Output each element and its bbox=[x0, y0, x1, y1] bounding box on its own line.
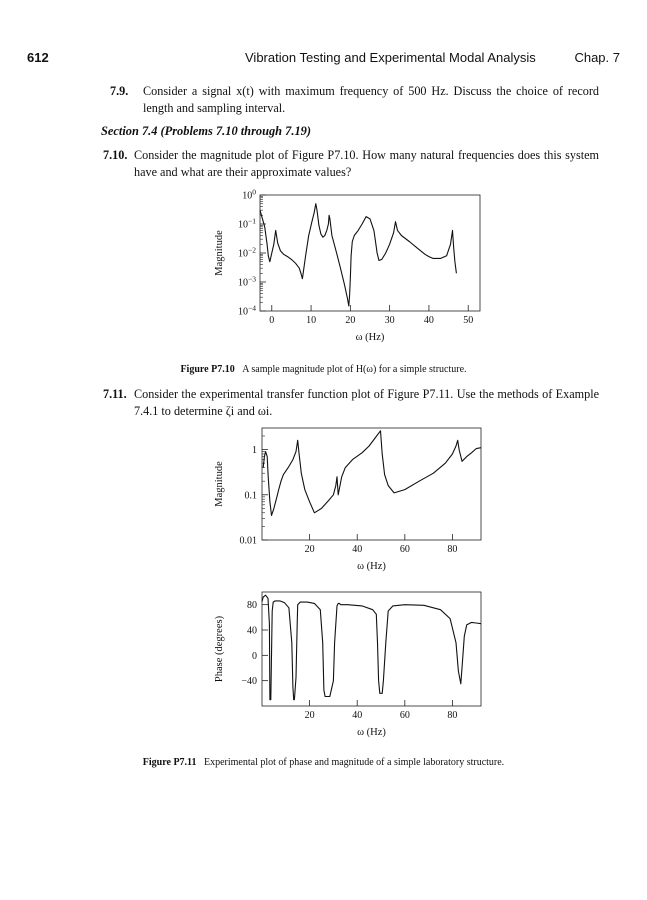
figure-p7-10-caption bbox=[0, 364, 647, 375]
plot-frame bbox=[262, 428, 481, 540]
section-heading: Section 7.4 (Problems 7.10 through 7.19) bbox=[101, 124, 311, 138]
y-tick-label: $10^{-2}$ bbox=[238, 245, 256, 260]
x-tick-label: 80 bbox=[447, 544, 458, 555]
x-tick-label: 40 bbox=[423, 315, 434, 326]
problem-7-10 bbox=[103, 147, 599, 181]
problem-7-9 bbox=[110, 83, 599, 117]
y-tick-label: 80 bbox=[247, 600, 257, 612]
figure-p7-11-chart bbox=[200, 420, 500, 750]
y-axis-label: Phase (degrees) bbox=[214, 615, 225, 683]
problem-number: 7.11. bbox=[103, 387, 127, 401]
y-tick-label: −40 bbox=[241, 676, 257, 688]
series-line bbox=[262, 595, 481, 700]
problem-number: 7.10. bbox=[103, 148, 128, 162]
x-tick-label: 40 bbox=[352, 710, 363, 721]
figure-p7-10-chart bbox=[200, 185, 500, 350]
x-tick-label: 20 bbox=[304, 544, 315, 555]
x-tick-label: 30 bbox=[384, 315, 395, 326]
y-tick-label: $10^{-1}$ bbox=[238, 216, 256, 231]
x-tick-label: 20 bbox=[304, 710, 315, 721]
problem-text: Consider a signal x(t) with maximum frequency of 500 Hz. Discuss the choice of record length and sampling interval. bbox=[143, 84, 599, 115]
page-header bbox=[27, 50, 620, 68]
problem-7-11 bbox=[103, 386, 599, 420]
problem-text: Consider the magnitude plot of Figure P7.10. How many natural frequencies does this system have and what are their approximate values? bbox=[134, 148, 599, 179]
x-tick-label: 10 bbox=[306, 315, 317, 326]
x-axis-label: ω (Hz) bbox=[357, 561, 386, 572]
series-line bbox=[263, 431, 481, 516]
x-tick-label: 40 bbox=[352, 544, 363, 555]
x-tick-label: 80 bbox=[447, 710, 458, 721]
x-tick-label: 60 bbox=[399, 544, 410, 555]
fig-p7-10-magnitude bbox=[214, 188, 480, 344]
y-tick-label: 0 bbox=[252, 650, 257, 662]
chapter-label: Chap. 7 bbox=[574, 50, 620, 65]
x-tick-label: 60 bbox=[399, 710, 410, 721]
figure-label: Figure P7.10 bbox=[180, 364, 235, 375]
x-axis-label: ω (Hz) bbox=[355, 332, 385, 343]
figure-caption-text: Experimental plot of phase and magnitude of a simple laboratory structure. bbox=[204, 757, 505, 768]
y-tick-label: 0.1 bbox=[244, 490, 257, 502]
y-tick-label: 40 bbox=[247, 625, 257, 637]
figure-caption-text: A sample magnitude plot of H(ω) for a simple structure. bbox=[242, 364, 467, 375]
fig-p7-11-phase bbox=[214, 592, 481, 738]
y-axis-label: Magnitude bbox=[214, 230, 225, 276]
x-tick-label: 0 bbox=[269, 315, 275, 326]
y-axis-label: Magnitude bbox=[214, 461, 225, 507]
problem-text: Consider the experimental transfer function plot of Figure P7.11. Use the methods of Example 7.4.1 to determine ζi and ωi. bbox=[134, 387, 599, 418]
y-tick-label: 0.01 bbox=[239, 535, 257, 547]
page-number: 612 bbox=[27, 50, 49, 65]
x-axis-label: ω (Hz) bbox=[357, 727, 386, 738]
y-tick-label: $10^{-4}$ bbox=[238, 303, 256, 318]
running-title: Vibration Testing and Experimental Modal Analysis bbox=[245, 50, 536, 65]
y-tick-label: $10^0$ bbox=[242, 187, 256, 202]
y-tick-label: $10^{-3}$ bbox=[238, 274, 256, 289]
problem-number: 7.9. bbox=[110, 84, 129, 98]
y-tick-label: 1 bbox=[252, 445, 257, 457]
series-line bbox=[260, 204, 456, 306]
figure-label: Figure P7.11 bbox=[142, 757, 197, 768]
fig-p7-11-magnitude bbox=[214, 428, 481, 572]
figure-p7-11-caption bbox=[0, 757, 647, 768]
x-tick-label: 50 bbox=[463, 315, 474, 326]
x-tick-label: 20 bbox=[345, 315, 356, 326]
